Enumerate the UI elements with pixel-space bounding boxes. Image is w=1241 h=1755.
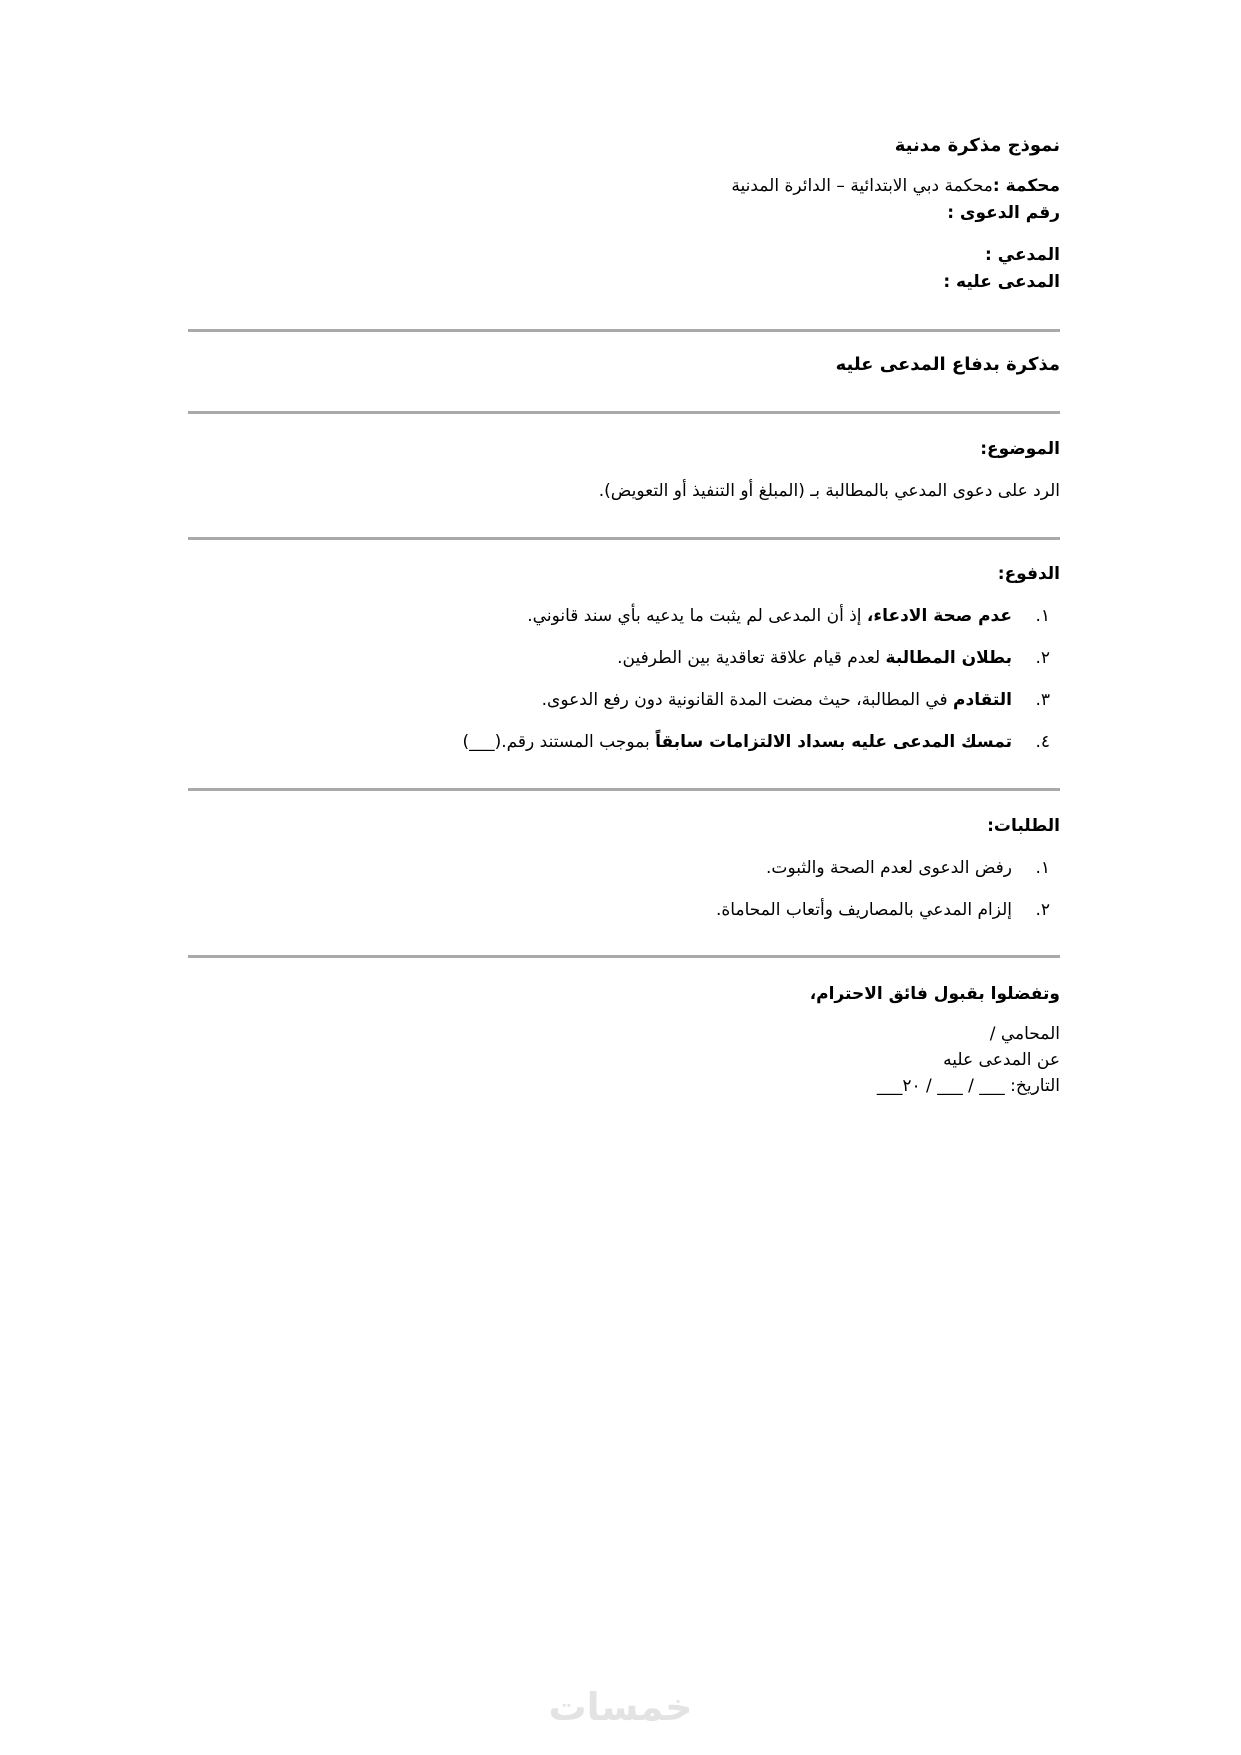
subject-heading: الموضوع: [980,439,1060,459]
subject-text: الرد على دعوى المدعي بالمطالبة بـ (المبلغ أو التنفيذ أو التعويض). [598,481,1060,501]
defendant-label: المدعى عليه : [943,272,1060,292]
document-title: نموذج مذكرة مدنية [894,135,1060,156]
defense-text: بموجب المستند رقم.(___) [462,732,656,752]
divider [188,537,1060,540]
defense-bold: التقادم [953,690,1012,710]
list-number: ٢. [1035,900,1050,920]
defense-item-2 [617,646,1060,670]
court-line [731,174,1060,198]
watermark-logo: خمسات [548,1685,693,1729]
defense-bold: تمسك المدعى عليه بسداد الالتزامات سابقاً [655,732,1012,752]
court-value: محكمة دبي الابتدائية – الدائرة المدنية [731,176,993,196]
defense-bold: عدم صحة الادعاء، [866,606,1012,626]
divider [188,329,1060,332]
request-item-1 [766,856,1060,880]
divider [188,411,1060,414]
requests-heading: الطلبات: [987,816,1060,836]
on-behalf-line: عن المدعى عليه [943,1050,1060,1070]
court-label: محكمة : [992,176,1060,196]
lawyer-label: المحامي / [989,1024,1060,1044]
request-text: إلزام المدعي بالمصاريف وأتعاب المحاماة. [715,900,1012,920]
defense-item-3 [542,688,1060,712]
list-number: ٢. [1035,648,1050,668]
defense-bold: بطلان المطالبة [885,648,1012,668]
defense-item-1 [527,604,1060,628]
list-number: ١. [1035,606,1050,626]
plaintiff-label: المدعي : [985,245,1060,265]
case-number-label: رقم الدعوى : [947,203,1060,223]
closing-line: وتفضلوا بقبول فائق الاحترام، [809,984,1060,1004]
defense-text: لعدم قيام علاقة تعاقدية بين الطرفين. [617,648,886,668]
list-number: ١. [1035,858,1050,878]
defense-text: في المطالبة، حيث مضت المدة القانونية دون رفع الدعوى. [541,690,954,710]
list-number: ٣. [1035,690,1050,710]
date-line: التاريخ: ___ / ___ / ٢٠___ [876,1076,1060,1096]
defenses-heading: الدفوع: [997,564,1060,584]
list-number: ٤. [1035,732,1050,752]
divider [188,955,1060,958]
defense-item-4 [462,730,1060,754]
request-item-2 [716,898,1060,922]
divider [188,788,1060,791]
defense-text: إذ أن المدعى لم يثبت ما يدعيه بأي سند قانوني. [527,606,867,626]
memo-heading: مذكرة بدفاع المدعى عليه [835,354,1060,375]
request-text: رفض الدعوى لعدم الصحة والثبوت. [766,858,1012,878]
